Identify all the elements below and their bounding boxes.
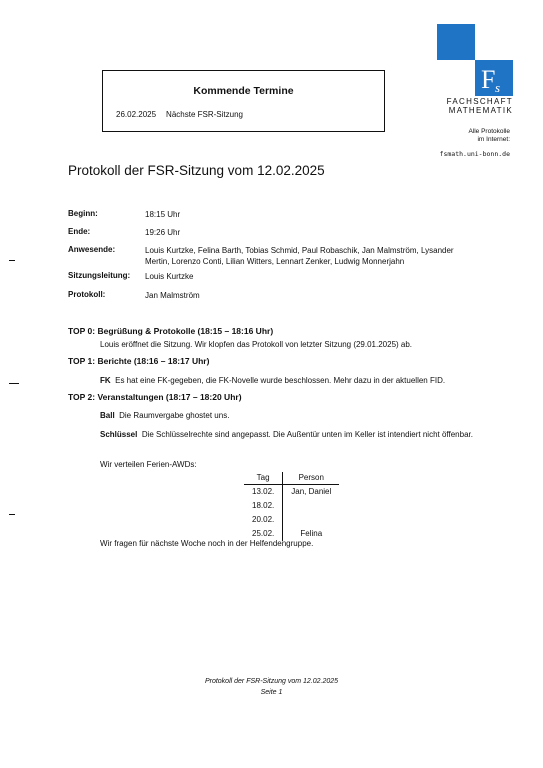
top1-item-label: FK: [100, 376, 111, 385]
page-footer: [0, 676, 543, 698]
chair-label: Sitzungsleitung:: [68, 271, 131, 280]
internet-note-line2: im Internet:: [477, 136, 510, 143]
top1-item-text: Es hat eine FK-gegeben, die FK-Novelle wurde beschlossen. Mehr dazu in der aktuellen FID.: [115, 376, 446, 385]
start-label: Beginn:: [68, 209, 98, 218]
top2-key-item: [100, 429, 476, 440]
table-cell-day: 18.02.: [244, 499, 283, 513]
top0-text: Louis eröffnet die Sitzung. Wir klopfen das Protokoll von letzter Sitzung (29.01.2025) ab.: [100, 340, 413, 349]
upcoming-date: 26.02.2025: [116, 110, 157, 119]
awd-intro: Wir verteilen Ferien-AWDs:: [100, 460, 197, 469]
margin-mark: [9, 514, 15, 515]
logo-letter-s: s: [495, 80, 501, 95]
page-title: Protokoll der FSR-Sitzung vom 12.02.2025: [68, 163, 325, 178]
margin-mark: [9, 383, 19, 384]
top2-ball-label: Ball: [100, 411, 115, 420]
table-cell-day: 13.02.: [244, 485, 283, 500]
table-row: [244, 499, 339, 513]
table-cell-day: 25.02.: [244, 527, 283, 541]
attendees-label: Anwesende:: [68, 245, 116, 254]
fachschaft-logo: [437, 24, 513, 96]
awd-outro: Wir fragen für nächste Woche noch in der Helfendengruppe.: [100, 539, 314, 548]
logo-wordmark: [427, 97, 513, 115]
logo-letter-f: F: [481, 65, 496, 94]
table-header-person: Person: [283, 472, 340, 485]
upcoming-date-row: [116, 110, 243, 119]
logo-wordmark-line1: FACHSCHAFT: [446, 97, 513, 106]
chair-value: Louis Kurtzke: [145, 272, 194, 281]
table-cell-person: Felina: [300, 529, 323, 538]
top2-key-label: Schlüssel: [100, 430, 138, 439]
internet-note-line1: Alle Protokolle: [468, 128, 510, 135]
end-label: Ende:: [68, 227, 91, 236]
table-row: [244, 485, 339, 500]
table-cell-day: 20.02.: [244, 513, 283, 527]
end-value: 19:26 Uhr: [145, 228, 181, 237]
top1-heading: TOP 1: Berichte (18:16 – 18:17 Uhr): [68, 356, 210, 366]
table-cell-person: [283, 513, 340, 527]
top2-ball-text: Die Raumvergabe ghostet uns.: [119, 411, 230, 420]
top2-key-text: Die Schlüsselrechte sind angepasst. Die Außentür unten im Keller ist intendiert nicht öffenbar.: [141, 430, 473, 439]
top2-ball-item: [100, 410, 480, 421]
table-cell-person: [283, 499, 340, 513]
holiday-duty-table: [244, 472, 339, 541]
upcoming-dates-title: Kommende Termine: [193, 85, 294, 97]
internet-note: [420, 128, 510, 144]
website-url[interactable]: fsmath.uni-bonn.de: [439, 150, 510, 158]
upcoming-event: Nächste FSR-Sitzung: [166, 110, 243, 119]
attendees-value: Louis Kurtzke, Felina Barth, Tobias Schmid, Paul Robaschik, Jan Malmström, Lysander Mertin, Lorenzo Conti, Lilian Witters, Lennart Zenker, Ludwig Monnerjahn: [145, 246, 454, 266]
margin-mark: [9, 260, 15, 261]
top0-heading: TOP 0: Begrüßung & Protokolle (18:15 – 18:16 Uhr): [68, 326, 274, 336]
table-row: [244, 513, 339, 527]
table-header-row: [244, 472, 339, 485]
minutes-taker-value: Jan Malmström: [145, 291, 200, 300]
minutes-taker-label: Protokoll:: [68, 290, 106, 299]
logo-wordmark-line2: MATHEMATIK: [448, 106, 513, 115]
start-value: 18:15 Uhr: [145, 210, 181, 219]
top2-heading: TOP 2: Veranstaltungen (18:17 – 18:20 Uhr): [68, 392, 242, 402]
footer-title: Protokoll der FSR-Sitzung vom 12.02.2025: [204, 678, 339, 685]
logo-block-top: [437, 24, 475, 60]
upcoming-dates-box: [102, 70, 385, 132]
footer-page-number: Seite 1: [260, 689, 283, 696]
table-cell-person: Jan, Daniel: [291, 487, 332, 496]
table-header-day: Tag: [244, 472, 283, 485]
top1-item: [100, 375, 490, 386]
